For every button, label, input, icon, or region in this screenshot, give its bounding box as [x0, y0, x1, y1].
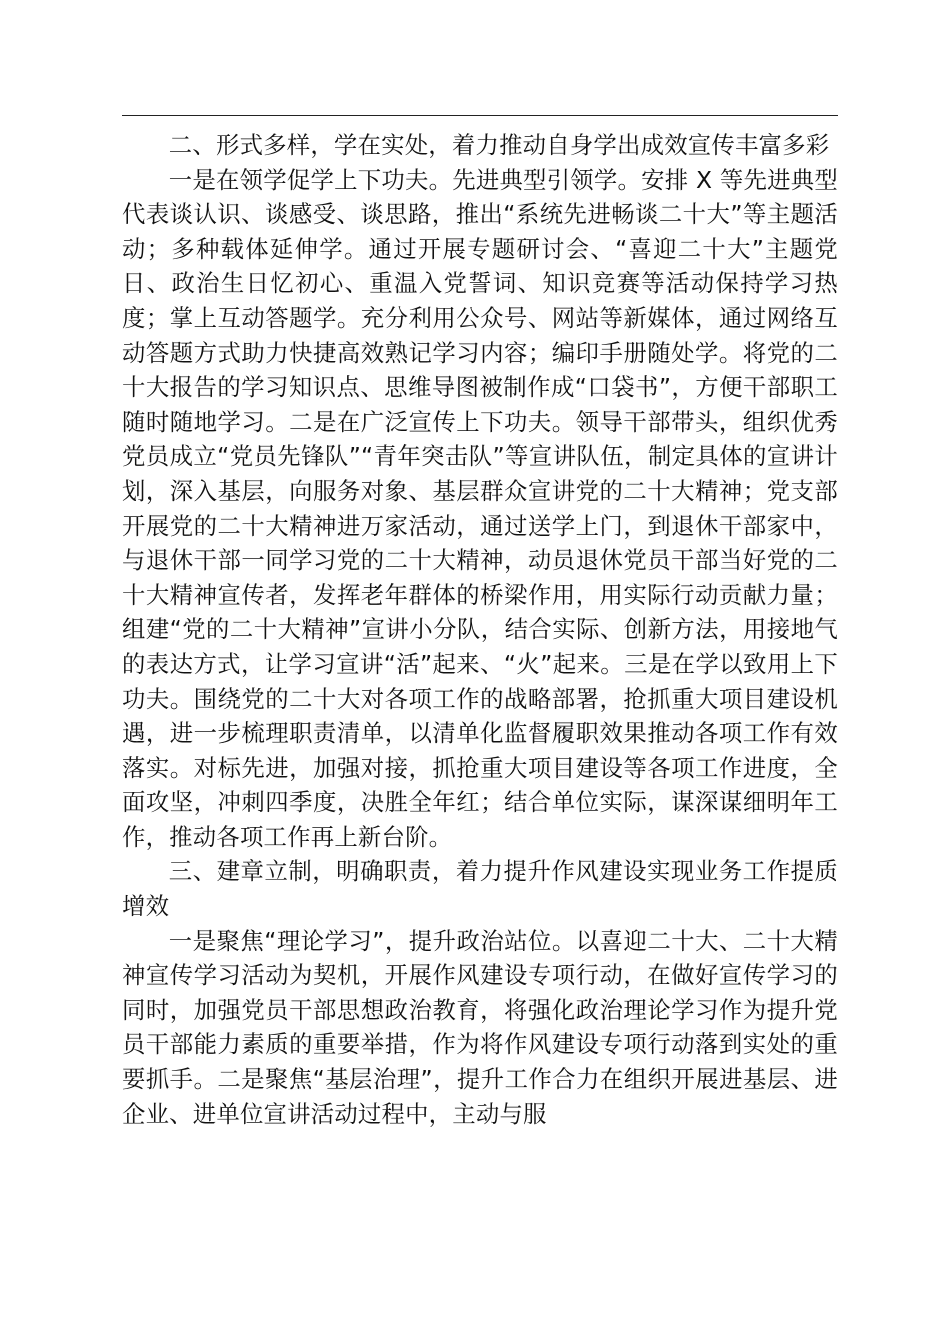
- document-body: [122, 128, 838, 1131]
- section-heading-2: 二、形式多样，学在实处，着力推动自身学出成效宣传丰富多彩: [168, 131, 830, 159]
- section-heading-3: 三、建章立制，明确职责，着力提升作风建设实现业务工作提质增效: [122, 857, 838, 921]
- header-rule: [122, 115, 838, 116]
- body-paragraph: 一是聚焦“理论学习”，提升政治站位。以喜迎二十大、二十大精神宣传学习活动为契机，开展作风建设专项行动，在做好宣传学习的同时，加强党员干部思想政治教育，将强化政治理论学习作为提升党员干部能力素质的重要举措，作为将作风建设专项行动落到实处的重要抓手。二是聚焦“基层治理”，提升工作合力在组织开展进基层、进企业、进单位宣讲活动过程中，主动与服: [122, 926, 838, 1128]
- body-paragraph: 一是在领学促学上下功夫。先进典型引领学。安排 X 等先进典型代表谈认识、谈感受、谈思路，推出“系统先进畅谈二十大”等主题活动；多种载体延伸学。通过开展专题研讨会、“喜迎二十大”主题党日、政治生日忆初心、重温入党誓词、知识竞赛等活动保持学习热度；掌上互动答题学。充分利用公众号、网站等新媒体，通过网络互动答题方式助力快捷高效熟记学习内容；编印手册随处学。将党的二十大报告的学习知识点、思维导图被制作成“口袋书”，方便干部职工随时随地学习。二是在广泛宣传上下功夫。领导干部带头，组织优秀党员成立“党员先锋队”“青年突击队”等宣讲队伍，制定具体的宣讲计划，深入基层，向服务对象、基层群众宣讲党的二十大精神；党支部开展党的二十大精神进万家活动，通过送学上门，到退休干部家中，与退休干部一同学习党的二十大精神，动员退休党员干部当好党的二十大精神宣传者，发挥老年群体的桥梁作用，用实际行动贡献力量；组建“党的二十大精神”宣讲小分队，结合实际、创新方法，用接地气的表达方式，让学习宣讲“活”起来、“火”起来。三是在学以致用上下功夫。围绕党的二十大对各项工作的战略部署，抢抓重大项目建设机遇，进一步梳理职责清单，以清单化监督履职效果推动各项工作有效落实。对标先进，加强对接，抓抢重大项目建设等各项工作进度，全面攻坚，冲刺四季度，决胜全年红；结合单位实际，谋深谋细明年工作，推动各项工作再上新台阶。: [122, 165, 838, 851]
